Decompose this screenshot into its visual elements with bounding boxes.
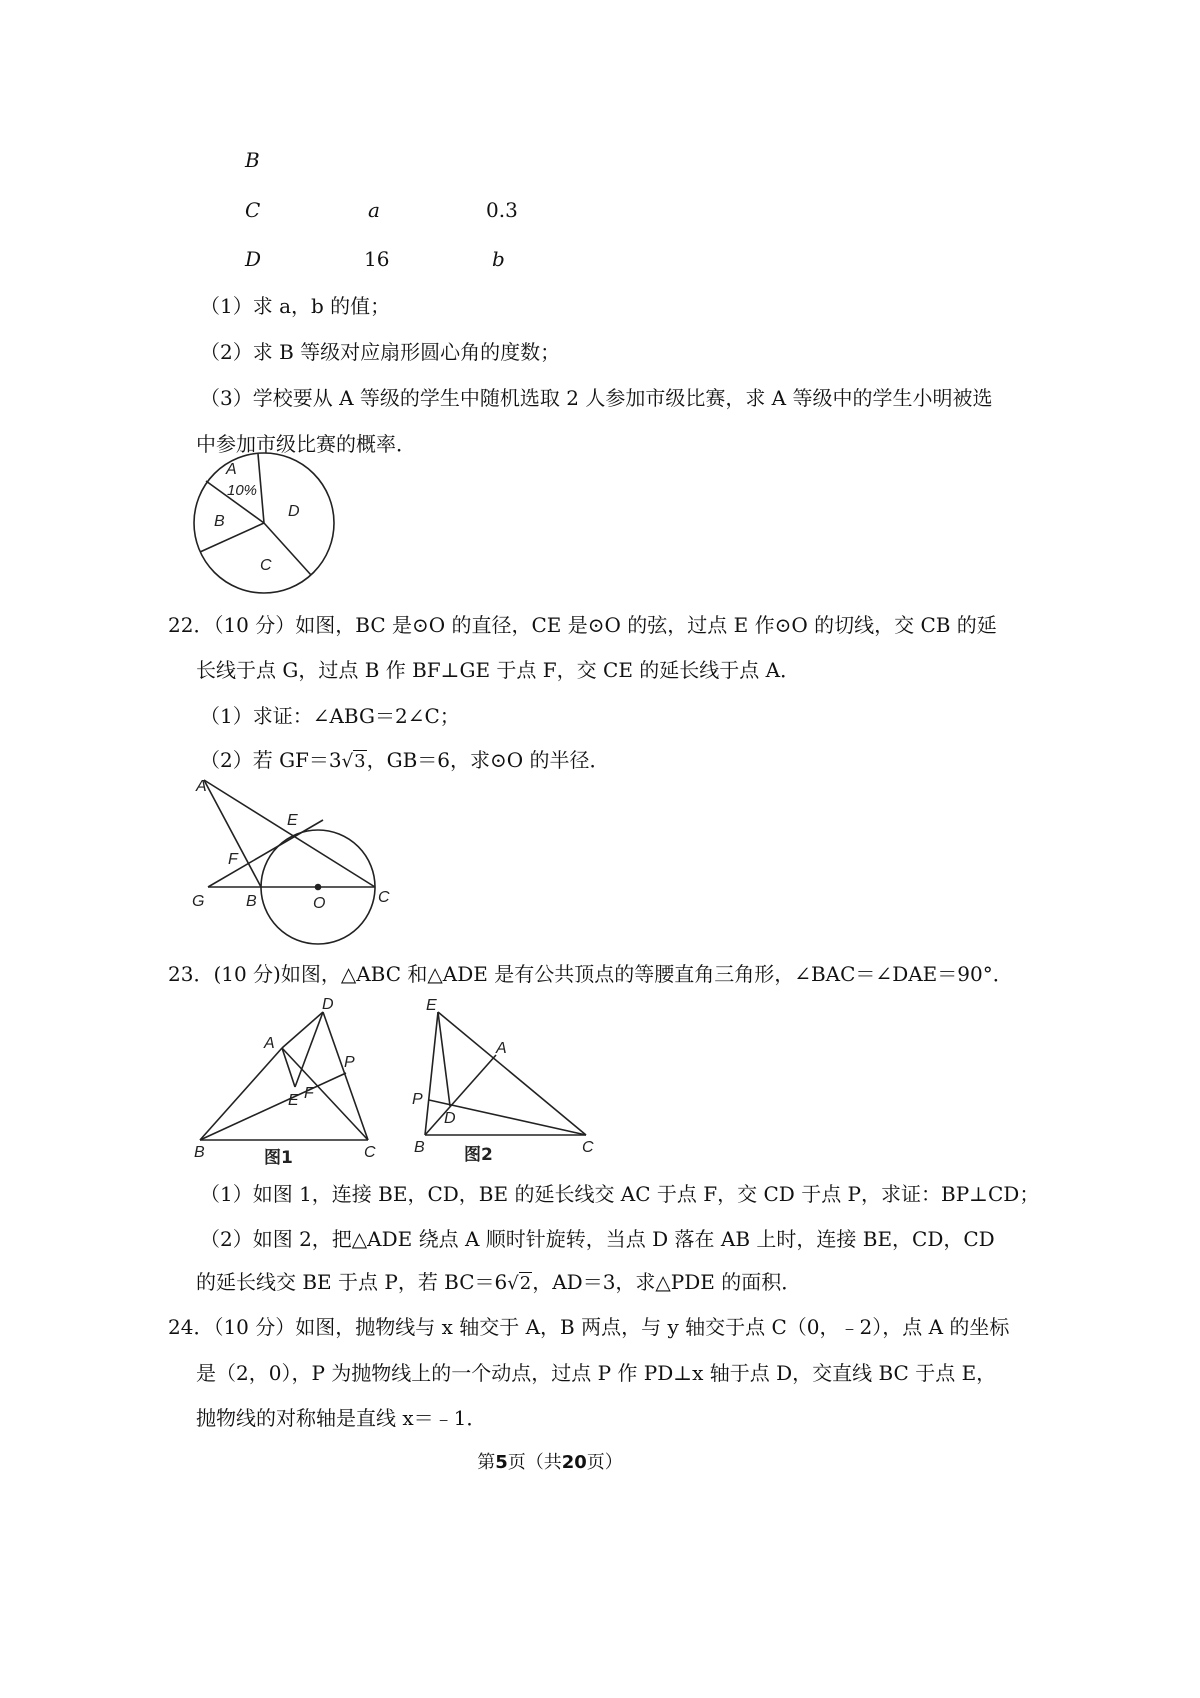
pie-chart-figure — [180, 448, 350, 604]
q23-sub2-line1: （2）如图 2，把△ADE 绕点 A 顺时针旋转，当点 D 落在 AB 上时，连接 BE，CD，CD — [200, 1227, 995, 1251]
q21-sub3-line1: （3）学校要从 A 等级的学生中随机选取 2 人参加市级比赛，求 A 等级中的学生小明被选 — [200, 386, 993, 410]
table-cell-count: 16 — [364, 247, 390, 271]
table-cell-grade: C — [245, 198, 261, 222]
line-bp — [200, 1073, 346, 1140]
footer-page-number: 5 — [495, 1452, 508, 1473]
pie-label-a-percent: 10% — [227, 482, 258, 499]
label-a: A — [196, 778, 207, 795]
line-ac — [204, 780, 375, 887]
q23-sub2-line2-post: ，AD＝3，求△PDE 的面积． — [532, 1270, 802, 1294]
label-o: O — [313, 895, 326, 912]
label-c: C — [378, 889, 390, 906]
q21-sub3-line2: 中参加市级比赛的概率． — [196, 432, 416, 456]
table-cell-grade: D — [245, 247, 262, 271]
label-e: E — [287, 812, 298, 829]
q22-sub1: （1）求证：∠ABG＝2∠C； — [200, 704, 460, 728]
line-be — [425, 1012, 438, 1135]
q24-stem-line2: 是（2，0），P 为抛物线上的一个动点，过点 P 作 PD⊥x 轴于点 D，交直线 BC 于点 E， — [196, 1361, 997, 1385]
q23-figure-2 — [400, 995, 610, 1170]
label-c: C — [582, 1139, 594, 1156]
line-ed — [438, 1012, 450, 1106]
page-footer — [0, 1448, 1100, 1474]
pie-label-c: C — [260, 557, 272, 574]
q22-sub2-pre: （2）若 GF＝3 — [200, 748, 342, 772]
footer-total-pages: 20 — [561, 1452, 587, 1473]
q22-stem-line1: 22．（10 分）如图，BC 是⊙O 的直径，CE 是⊙O 的弦，过点 E 作⊙O 的切线，交 CB 的延 — [168, 613, 997, 637]
table-cell-count: a — [368, 198, 380, 222]
label-e: E — [426, 997, 437, 1014]
q23-stem-line1: 23．(10 分)如图，△ABC 和△ADE 是有公共顶点的等腰直角三角形，∠BAC＝∠DAE＝90°． — [168, 962, 1013, 986]
figure-1-caption: 图1 — [264, 1148, 293, 1168]
pie-divider — [258, 454, 264, 523]
label-b: B — [194, 1144, 205, 1161]
q22-figure — [180, 770, 410, 950]
label-g: G — [192, 893, 205, 910]
table-cell-freq: b — [492, 247, 505, 271]
q23-sub1: （1）如图 1，连接 BE，CD，BE 的延长线交 AC 于点 F，交 CD 于点 P，求证：BP⊥CD； — [200, 1182, 1040, 1206]
pie-label-d: D — [288, 503, 300, 520]
label-a: A — [264, 1035, 275, 1052]
label-d: D — [322, 996, 334, 1013]
q22-stem-line2: 长线于点 G，过点 B 作 BF⊥GE 于点 F，交 CE 的延长线于点 A． — [196, 658, 801, 682]
q23-figure-1 — [186, 995, 386, 1170]
q21-sub2: （2）求 B 等级对应扇形圆心角的度数； — [200, 340, 561, 364]
label-c: C — [364, 1144, 376, 1161]
q22-sub2: （2）若 GF＝3√3，GB＝6，求⊙O 的半径． — [200, 748, 610, 772]
footer-prefix: 第 — [477, 1452, 496, 1473]
pie-label-a: A — [226, 461, 237, 478]
tangent-ge — [208, 820, 323, 887]
label-d: D — [444, 1110, 456, 1127]
line-ba — [425, 1055, 496, 1135]
q23-sub2-line2: 的延长线交 BE 于点 P，若 BC＝6√2，AD＝3，求△PDE 的面积． — [196, 1270, 802, 1294]
q21-sub1: （1）求 a，b 的值； — [200, 294, 391, 318]
label-f: F — [228, 851, 238, 868]
pie-label-b: B — [214, 513, 225, 530]
center-point-o — [316, 885, 321, 890]
q24-stem-line1: 24．（10 分）如图，抛物线与 x 轴交于 A，B 两点，与 y 轴交于点 C（0，﹣2），点 A 的坐标 — [168, 1315, 1010, 1339]
q22-sub2-radicand: 3 — [354, 751, 366, 772]
footer-middle: 页（共 — [507, 1452, 562, 1473]
q23-sub2-line2-pre: 的延长线交 BE 于点 P，若 BC＝6 — [196, 1270, 508, 1294]
label-p: P — [412, 1091, 423, 1108]
label-b: B — [414, 1139, 425, 1156]
line-dc — [323, 1012, 368, 1140]
label-f: F — [304, 1085, 314, 1102]
line-ab — [204, 780, 261, 887]
q23-sub2-radicand: 2 — [519, 1273, 532, 1294]
label-e: E — [288, 1092, 299, 1109]
table-cell-freq: 0.3 — [486, 198, 518, 222]
footer-suffix: 页） — [586, 1452, 623, 1473]
q22-sub2-post: ，GB＝6，求⊙O 的半径． — [366, 748, 610, 772]
table-cell-grade: B — [245, 148, 260, 172]
label-p: P — [344, 1054, 355, 1071]
line-ec — [438, 1012, 586, 1135]
q24-stem-line3: 抛物线的对称轴是直线 x＝﹣1． — [196, 1406, 487, 1430]
label-a: A — [496, 1040, 507, 1057]
pie-divider — [200, 523, 264, 552]
line-ba — [200, 1048, 282, 1140]
label-b: B — [246, 893, 257, 910]
figure-2-caption: 图2 — [464, 1145, 493, 1165]
